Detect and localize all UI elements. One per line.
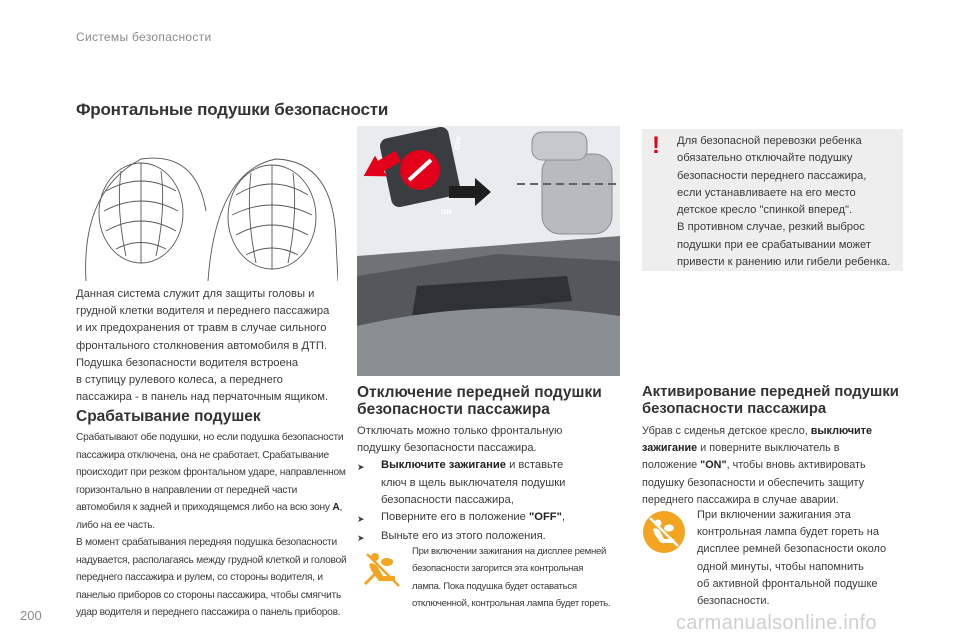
dashboard-illustration [357,126,620,376]
enable-bold: "ON" [700,459,727,472]
enable-text: и поверните выключатель в [697,442,840,455]
step3-text: Выньте его из этого положения. [381,530,546,543]
airbag-on-lamp-icon [642,510,686,554]
warning-line: безопасности переднего пассажира, [677,169,867,182]
warning-line: подушки при ее срабатывании может [677,238,871,251]
bullet-icon: ➤ [357,533,365,544]
note-line: дисплее ремней безопасности около [697,543,887,556]
deploy-line: переднего пассажира и рулем, со стороны водителя, и [76,572,323,583]
deploy-line: пассажира отключена, она не сработает. Срабатывание [76,449,329,461]
enable-paragraph [642,423,912,509]
watermark: carmanualsonline.info [676,612,877,634]
disable-intro-line: Отключать можно только фронтальную [357,425,563,437]
disable-heading-line: Отключение передней подушки [357,384,602,401]
step1-line: безопасности пассажира, [381,493,514,506]
note-line: При включении зажигания эта [697,509,851,521]
switch-label-off: OFF [454,135,464,151]
enable-bold: выключите [810,425,872,437]
step2-end: , [561,511,566,524]
deploy-line: происходит при резком фронтальном ударе, направленном [76,467,346,478]
enable-note [697,507,912,610]
deploy-line: либо на ее часть. [76,519,155,531]
enable-line: подушку безопасности и обеспечить защиту [642,476,865,489]
enable-heading-line: Активирование передней подушки [642,384,899,400]
warning-line: обязательно отключайте подушку [677,152,853,165]
intro-line: грудной клетки водителя и переднего пассажира [76,305,330,318]
note-line: безопасности. [697,595,770,608]
deploy-line: панелью приборов со стороны пассажира, чтобы смягчить [76,589,342,601]
intro-line: и их предохранения от травм в случае сильного [76,322,327,335]
intro-line: Подушка безопасности водителя встроена [76,356,299,369]
disable-note [412,543,628,613]
enable-heading [642,384,912,418]
airbag-heads-illustration [76,151,338,281]
note-line: об активной фронтальной подушке [697,577,878,590]
step2-text: Поверните его в положение [381,511,529,524]
section-title: Системы безопасности [76,30,212,44]
airbag-off-lamp-icon [361,548,403,590]
enable-text: положение [642,459,701,472]
intro-line: в ступицу рулевого колеса, а переднего [76,374,283,387]
warning-icon: ! [652,132,660,159]
warning-line: Для безопасной перевозки ребенка [677,135,862,147]
enable-bold: зажигание [642,442,698,455]
note-line: При включении зажигания на дисплее ремней [412,546,607,557]
step-item [357,457,627,509]
enable-text: Убрав с сиденья детское кресло, [642,425,811,437]
intro-line: Данная система служит для защиты головы и [76,288,315,300]
deploy-paragraph [76,429,352,622]
deploy-line-text: автомобиля к задней и приходящемся либо на всю зону [76,502,330,513]
warning-text [677,133,903,271]
intro-line: пассажира - в панель над перчаточным ящиком. [76,391,329,404]
deploy-line: горизонтально в направлении от передней части [76,484,298,496]
zone-suffix: , [339,502,343,513]
page-title: Фронтальные подушки безопасности [76,100,389,119]
disable-heading [357,384,627,418]
warning-line: детское кресло "спинкой вперед". [677,204,853,217]
step2-bold: "OFF" [528,511,562,524]
step1-bold: Выключите зажигание [381,459,506,472]
deploy-line: удар водителя и переднего пассажира о панель приборов. [76,607,341,618]
deploy-heading: Срабатывание подушек [76,408,261,425]
note-line: одной минуты, чтобы напомнить [697,560,864,573]
airbag-switch-photo [357,126,620,376]
deploy-line: Срабатывают обе подушки, но если подушка безопасности [76,432,344,443]
disable-paragraph [357,423,627,547]
bullet-icon: ➤ [357,462,365,473]
deploy-line [76,499,352,517]
note-line: контрольная лампа будет гореть на [697,526,879,539]
disable-intro-line: подушку безопасности пассажира. [357,442,537,455]
note-line: лампа. Пока подушка будет оставаться [412,580,577,592]
step1-line: ключ в щель выключателя подушки [381,476,566,489]
deploy-line: В момент срабатывания передняя подушка безопасности [76,537,337,548]
intro-paragraph [76,286,346,406]
enable-line: переднего пассажира в случае аварии. [642,493,839,506]
deploy-line: надувается, располагаясь между грудной клеткой и головой [76,554,347,566]
warning-line: привести к ранению или гибели ребенка. [677,256,891,269]
note-line: отключенной, контрольная лампа будет гореть. [412,598,611,610]
note-line: безопасности загорится эта контрольная [412,563,584,575]
warning-line: если устанавливаете на его место [677,186,856,199]
switch-label-on: ON [441,209,452,216]
step1-rest: и вставьте [505,459,564,472]
disable-heading-line: безопасности пассажира [357,401,550,418]
enable-heading-line: безопасности пассажира [642,401,827,417]
intro-line: фронтального столкновения автомобиля в ДТП. [76,339,328,352]
warning-line: В противном случае, резкий выброс [677,221,865,234]
enable-text: , чтобы вновь активировать [726,459,866,472]
bullet-icon: ➤ [357,514,365,525]
step-item [357,509,627,528]
page-number: 200 [20,608,42,623]
zone-letter: А [332,502,340,513]
